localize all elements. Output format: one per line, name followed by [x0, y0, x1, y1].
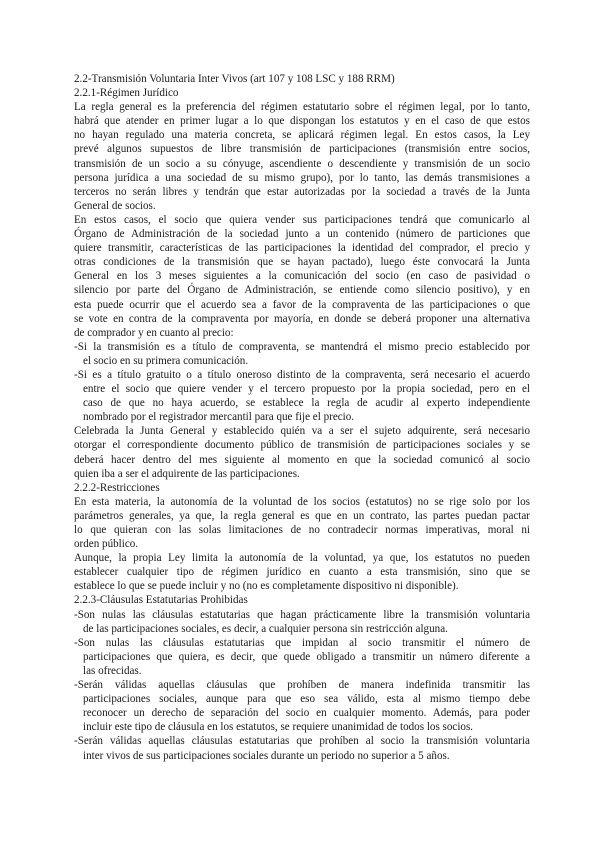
text-line: En esta materia, la autonomía de la voluntad de los socios (estatutos) no se rige solo por los	[74, 495, 530, 508]
section-heading: 2.2.3-Cláusulas Estatutarias Prohibidas	[74, 594, 248, 607]
text-line: -Son nulas las cláusulas estatutarias que impidan al socio transmitir el número de	[74, 636, 530, 649]
text-line: Aunque, la propia Ley limita la autonomía de la voluntad, ya que, los estatutos no pueden	[74, 552, 530, 565]
text-line: -Si la transmisión es a título de compraventa, se mantendrá el mismo precio establecido por	[74, 340, 530, 353]
section-heading: 2.2.1-Régimen Jurídico	[74, 87, 179, 100]
paragraph	[74, 424, 530, 480]
text-line: En estos casos, el socio que quiera vender sus participaciones tendrá que comunicarlo al	[74, 213, 530, 226]
text-line: se vote en contra de la compraventa por mayoría, en donde se deberá proponer una alternativa	[74, 312, 530, 325]
text-line: habrá que atender en primer lugar a lo que dispongan los estatutos y en el caso de que estos	[74, 115, 530, 128]
list-item	[74, 608, 530, 636]
text-line: -Son nulas las cláusulas estatutarias que hagan prácticamente libre la transmisión voluntaria	[74, 608, 530, 621]
text-line: de las participaciones sociales, es decir, a cualquier persona sin restricción alguna.	[83, 622, 448, 635]
text-line: General de socios.	[74, 199, 156, 212]
text-line: orden público.	[74, 538, 139, 551]
text-line: Órgano de Administración de la sociedad junto a un contenido (número de particiones que	[74, 228, 530, 241]
paragraph	[74, 100, 530, 213]
text-line: silencio por parte del Órgano de Administración, se entiende como silencio positivo), y en	[74, 284, 530, 297]
text-line: -Serán válidas aquellas cláusulas estatutarias que prohíben al socio la transmisión voluntaria	[74, 735, 530, 748]
section-heading: 2.2.2-Restricciones	[74, 481, 160, 494]
list-item	[74, 636, 530, 678]
text-line: establece lo que se puede incluir y no (no es completamente dispositivo ni disponible).	[74, 580, 459, 593]
text-line: reconocer un derecho de separación del socio en cualquier momento. Además, para poder	[83, 707, 530, 720]
text-line: parámetros generales, ya que, la regla general es que en un contrato, las partes puedan pactar	[74, 509, 530, 522]
text-line: -Si es a título gratuito o a título oneroso distinto de la compraventa, será necesario el acuerdo	[74, 368, 530, 381]
text-line: establecer cualquier tipo de régimen jurídico en cuanto a esta transmisión, sino que se	[74, 566, 530, 579]
text-line: entre el socio que quiere vender y el tercero propuesto por la propia sociedad, pero en el	[83, 383, 530, 396]
text-line: quien iba a ser el adquirente de las participaciones.	[74, 467, 300, 480]
text-line: -Serán válidas aquellas cláusulas que prohíben de manera indefinida transmitir las	[74, 679, 530, 692]
text-line: las ofrecidas.	[83, 664, 142, 677]
text-line: no hayan regulado una materia concreta, se aplicará régimen legal. En estos casos, la Ley	[74, 129, 530, 142]
text-line: caso de que no haya acuerdo, se establece la regla de acudir al experto independiente	[83, 397, 530, 410]
text-line: otorgar el correspondiente documento público de transmisión de participaciones sociales y se	[74, 439, 530, 452]
list-item	[74, 734, 530, 762]
text-line: de comprador y en cuanto al precio:	[74, 326, 234, 339]
text-line: transmisión de un socio a su cónyuge, ascendiente o descendiente y transmisión de un socio	[74, 157, 530, 170]
text-line: persona jurídica a una sociedad de su mismo grupo), por lo tanto, las demás transmisiones a	[74, 171, 530, 184]
text-line: lo que quieran con las solas limitaciones de no contradecir normas imperativas, moral ni	[74, 524, 530, 536]
text-line: General en los 3 meses siguientes a la comunicación del socio (en caso de pasividad o	[74, 270, 530, 283]
text-line: esta puede ocurrir que el acuerdo sea a favor de la compraventa de las participaciones o que	[74, 298, 530, 311]
document-page	[74, 72, 530, 763]
text-line: deberá hacer dentro del mes siguiente al momento en que la sociedad comunicó al socio	[74, 453, 530, 466]
text-line: Celebrada la Junta General y establecido quién va a ser el sujeto adquirente, será necesario	[74, 425, 530, 438]
text-line: el socio en su primera comunicación.	[83, 354, 249, 367]
text-line: participaciones sociales, aunque para que eso sea válido, esta al mismo tiempo debe	[83, 693, 530, 706]
paragraph	[74, 495, 530, 551]
text-line: terceros no serán libres y tendrán que estar autorizadas por la sociedad a través de la Junta	[74, 185, 530, 198]
text-line: nombrado por el registrador mercantil para que fije el precio.	[83, 411, 355, 424]
text-line: inter vivos de sus participaciones sociales durante un periodo no superior a 5 años.	[83, 749, 450, 762]
paragraph	[74, 213, 530, 340]
text-line: quiere transmitir, características de las participaciones la identidad del comprador, el precio y	[74, 242, 530, 255]
paragraph	[74, 551, 530, 593]
document-body	[74, 86, 530, 763]
text-line: otras condiciones de la transmisión que se hayan pactado), luego éste convocará la Junta	[74, 256, 530, 269]
text-line: La regla general es la preferencia del régimen estatutario sobre el régimen legal, por lo tanto,	[74, 101, 530, 114]
text-line: incluir este tipo de cláusula en los estatutos, se requiere unanimidad de todos los socios.	[83, 721, 474, 734]
text-line: participaciones que quiera, es decir, que quede obligado a transmitir un número diferente a	[83, 650, 530, 663]
text-line: prevé algunos supuestos de libre transmisión de participaciones (transmisión entre socios,	[74, 143, 530, 156]
main-heading: 2.2-Transmisión Voluntaria Inter Vivos (art 107 y 108 LSC y 188 RRM)	[74, 73, 395, 85]
list-item	[74, 340, 530, 368]
list-item	[74, 678, 530, 734]
list-item	[74, 368, 530, 424]
